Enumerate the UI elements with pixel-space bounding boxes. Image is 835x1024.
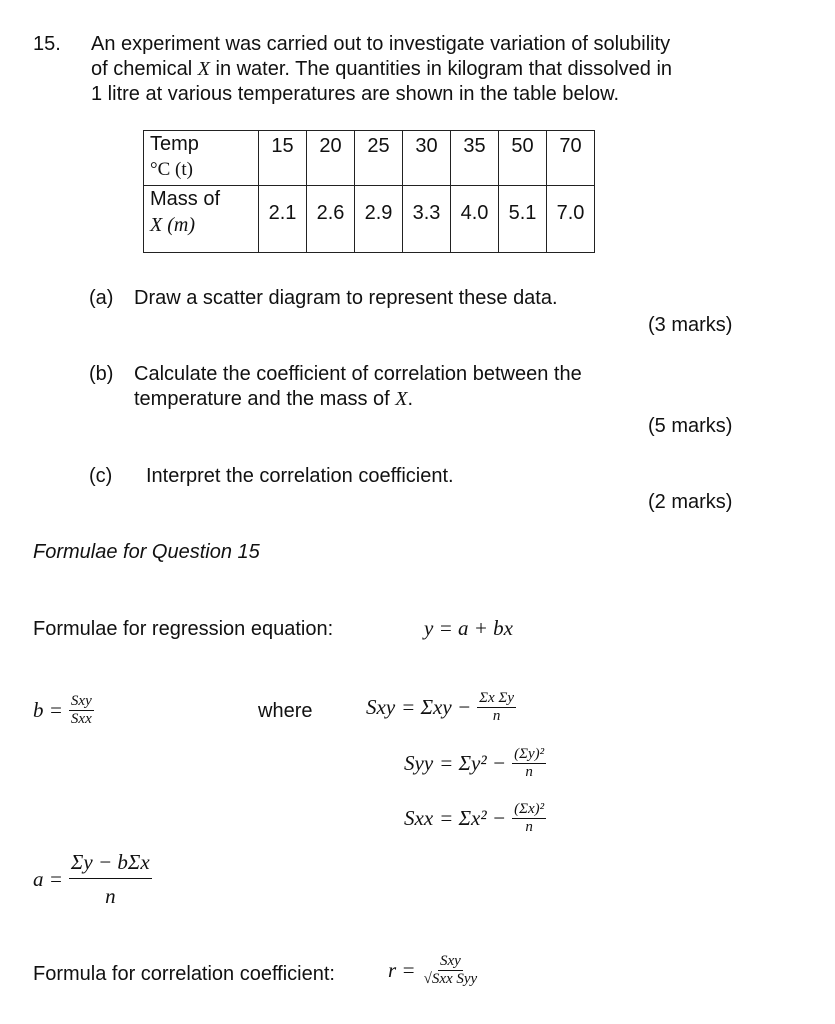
sxx-rhs: = Σx² − [439,805,507,830]
syy-formula [404,746,546,780]
a-denominator: n [105,884,116,909]
a-formula [33,851,152,908]
part-b-label: (b) [89,363,114,385]
part-b-variable: X [395,388,408,410]
temp-cell: 50 [499,131,547,186]
intro-line-3: 1 litre at various temperatures are shown in the table below. [91,83,620,105]
sxx-fraction [512,801,546,835]
b-formula [33,693,94,727]
r-fraction [422,953,480,987]
part-b-text-span: temperature and the mass of [134,388,396,410]
b-lhs: b = [33,697,63,722]
data-table [143,130,595,253]
sxy-numerator: Σx Σy [479,690,515,706]
regression-label: Formulae for regression equation: [33,618,334,640]
part-b-period: . [407,388,414,410]
mass-cell: 5.1 [499,186,547,253]
intro-line-1: An experiment was carried out to investigate variation of solubility [91,33,671,55]
sxx-formula [404,801,546,835]
temp-cell: 30 [403,131,451,186]
temp-cell: 25 [355,131,403,186]
temp-cell: 15 [259,131,307,186]
part-b-text [134,362,582,412]
row-header-temperature [144,131,259,186]
row-unit: °C (t) [150,159,193,180]
intro-text: of chemical [91,58,198,80]
sxy-denominator: n [492,707,501,724]
mass-cell: 3.3 [403,186,451,253]
intro-text: in water. The quantities in kilogram that dissolved in [209,58,673,80]
part-c-text: Interpret the correlation coefficient. [146,465,454,487]
sxx-denominator: n [525,818,533,835]
sxy-fraction [477,690,516,724]
question-number: 15. [33,33,61,55]
where-label: where [258,700,313,722]
mass-cell: 4.0 [451,186,499,253]
syy-fraction [512,746,546,780]
sxx-numerator: (Σx)² [514,801,545,817]
row-unit: X (m) [150,214,195,236]
a-lhs: a = [33,867,63,892]
row-header-mass [144,186,259,253]
part-a-marks: (3 marks) [648,314,733,336]
r-formula [388,953,479,987]
b-fraction [69,693,94,727]
a-fraction [69,851,152,908]
sxy-rhs: = Σxy − [401,694,472,719]
formulae-heading: Formulae for Question 15 [33,541,260,563]
mass-cell: 2.9 [355,186,403,253]
mass-cell: 7.0 [547,186,595,253]
intro-line-2 [91,57,672,82]
temp-cell: 35 [451,131,499,186]
sxy-lhs: Sxy [366,694,396,719]
question-intro [91,32,672,107]
r-lhs: r = [388,957,416,982]
part-a-label: (a) [89,287,114,309]
r-denominator: √Sxx Syy [423,970,478,987]
syy-rhs: = Σy² − [439,750,507,775]
correlation-label: Formula for correlation coefficient: [33,963,335,985]
syy-lhs: Syy [404,750,434,775]
mass-cell: 2.6 [307,186,355,253]
row-label: Mass of [150,188,221,210]
sxy-formula [366,690,516,724]
r-numerator: Sxy [439,953,461,969]
a-numerator: Σy − bΣx [69,851,152,879]
row-label: Temp [150,133,199,155]
intro-variable: X [197,58,210,80]
syy-denominator: n [525,763,533,780]
part-c-label: (c) [89,465,113,487]
mass-cell: 2.1 [259,186,307,253]
regression-equation: y = a + bx [424,616,513,640]
temp-cell: 70 [547,131,595,186]
syy-numerator: (Σy)² [514,746,545,762]
table-row-mass [144,186,595,253]
sxx-lhs: Sxx [404,805,434,830]
b-denominator: Sxx [70,710,92,727]
part-b-line-2 [134,387,582,412]
b-numerator: Sxy [70,693,92,709]
part-b-marks: (5 marks) [648,415,733,437]
part-a-text: Draw a scatter diagram to represent these data. [134,287,558,309]
table-row-temperature [144,131,595,186]
part-c-marks: (2 marks) [648,491,733,513]
temp-cell: 20 [307,131,355,186]
part-b-line-1: Calculate the coefficient of correlation between the [134,363,582,385]
